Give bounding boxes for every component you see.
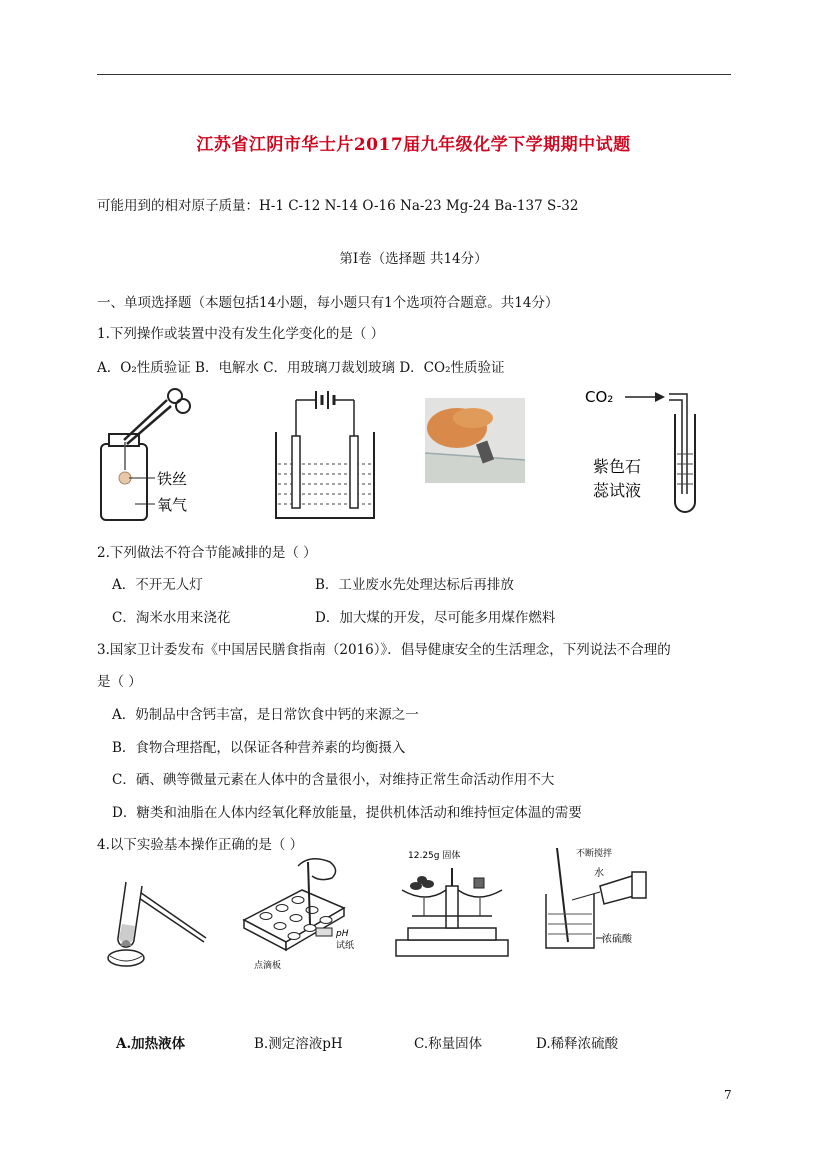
q4-option-d: D.稀释浓硫酸 (536, 1036, 619, 1052)
q1-stem: 1.下列操作或装置中没有发生化学变化的是（ ） (97, 326, 385, 342)
solid-mass-label: 12.25g 固体 (408, 851, 461, 861)
q4-stem: 4.以下实验基本操作正确的是（ ） (97, 837, 304, 853)
q3-stem-line2: 是（ ） (97, 674, 142, 690)
q2-option-d: D．加大煤的开发，尽可能多用煤作燃料 (315, 610, 556, 626)
q3-option-d: D．糖类和油脂在人体内经氧化释放能量，提供机体活动和维持恒定体温的需要 (112, 805, 582, 821)
q3-option-b: B．食物合理搭配，以保证各种营养素的均衡摄入 (112, 740, 406, 756)
q3-option-c: C．硒、碘等微量元素在人体中的含量很小，对维持正常生命活动作用不大 (112, 772, 555, 788)
q4-figure-a (100, 862, 210, 972)
co2-label: CO₂ (585, 388, 614, 406)
q1-options: A．O₂性质验证 B．电解水 C．用玻璃刀裁划玻璃 D．CO₂性质验证 (97, 360, 505, 376)
q3-option-a: A．奶制品中含钙丰富，是日常饮食中钙的来源之一 (112, 707, 419, 723)
ph-label-2: 试纸 (336, 941, 355, 951)
q2-stem: 2.下列做法不符合节能减排的是（ ） (97, 545, 317, 561)
q2-option-c: C．淘米水用来浇花 (112, 610, 231, 626)
q1-figure-a (97, 386, 217, 526)
part-one-heading: 一、单项选择题（本题包括14小题，每小题只有1个选项符合题意。共14分） (97, 295, 559, 311)
q4-figure-b (240, 856, 370, 974)
water-label: 水 (594, 868, 604, 879)
q1-figure-c (425, 398, 525, 483)
acid-label: 浓硫酸 (602, 934, 632, 945)
ph-label-1: pH (336, 929, 349, 939)
q3-stem-line1: 3.国家卫计委发布《中国居民膳食指南（2016）》．倡导健康安全的生活理念，下列说法不合理的 (97, 642, 671, 658)
q4-figure-c (388, 846, 518, 964)
stir-label: 不断搅拌 (576, 849, 613, 859)
oxygen-label: 氧气 (157, 496, 188, 514)
page-title: 江苏省江阴市华士片2017届九年级化学下学期期中试题 (196, 135, 631, 155)
q1-figure-b (272, 386, 382, 526)
page-number: 7 (724, 1088, 732, 1102)
atomic-masses: 可能用到的相对原子质量：H-1 C-12 N-14 O-16 Na-23 Mg-24 Ba-137 S-32 (97, 198, 579, 214)
q4-option-a: A.加热液体 (116, 1036, 186, 1052)
q2-option-b: B．工业废水先处理达标后再排放 (315, 577, 514, 593)
litmus-label-2: 蕊试液 (593, 481, 642, 500)
spot-plate-label: 点滴板 (254, 961, 282, 971)
header-rule (97, 74, 731, 75)
iron-wire-label: 铁丝 (157, 470, 188, 488)
litmus-label-1: 紫色石 (593, 457, 642, 476)
q1-figure-d (585, 386, 710, 518)
q4-figure-d (540, 842, 660, 960)
section-heading: 第Ⅰ卷（选择题 共14分） (339, 251, 488, 267)
q2-option-a: A．不开无人灯 (112, 577, 203, 593)
q4-option-c: C.称量固体 (414, 1036, 483, 1052)
q4-option-b: B.测定溶液pH (254, 1036, 343, 1052)
